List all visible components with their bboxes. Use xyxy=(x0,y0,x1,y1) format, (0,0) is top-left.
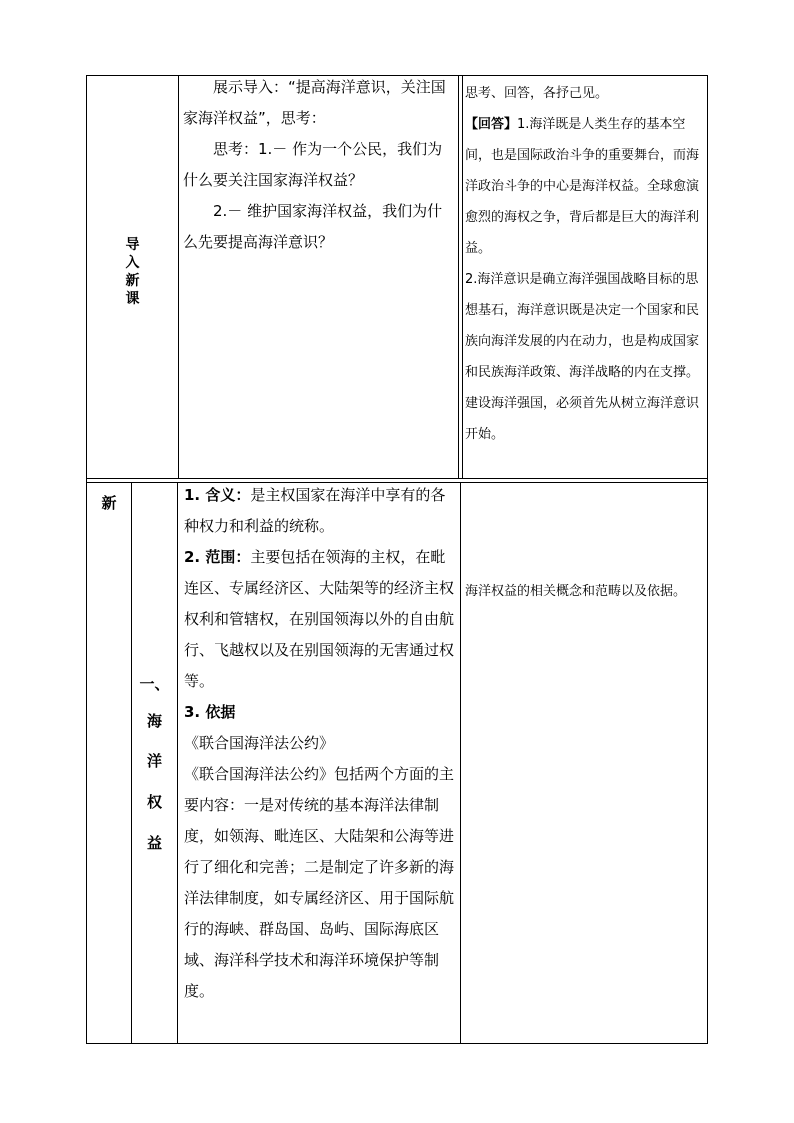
stage-label-char: 导 xyxy=(125,237,140,253)
answer-1-text: 1.海洋既是人类生存的基本空间，也是国际政治斗争的重要舞台，而海洋政治斗争的中心是海洋权益。全球愈演愈烈的海权之争，背后都是巨大的海洋利益。 xyxy=(465,117,700,256)
definition-heading: 1. 含义： xyxy=(184,486,251,504)
definition-paragraph xyxy=(184,480,456,542)
question-1: 思考：1.－ 作为一个公民，我们为什么要关注国家海洋权益？ xyxy=(183,140,443,189)
convention-title: 《联合国海洋法公约》 xyxy=(184,734,335,752)
table-border-right xyxy=(707,75,708,1044)
col-divider-label xyxy=(178,75,179,479)
basis-heading: 3. 依据 xyxy=(184,703,236,721)
definition-text: 是主权国家在海洋中享有的各种权力和利益的统称。 xyxy=(184,486,446,535)
scope-paragraph xyxy=(184,542,456,697)
section-title-char: 益 xyxy=(146,834,162,852)
section-title-char: 洋 xyxy=(146,752,162,770)
section-title-char: 海 xyxy=(146,712,162,730)
col-divider-notes-r2 xyxy=(460,482,461,1044)
table-border-bottom xyxy=(86,1043,708,1044)
design-intent-cell xyxy=(465,576,707,607)
answer-1 xyxy=(465,109,705,264)
col-divider-notes-b xyxy=(462,75,463,479)
col-divider-notes-a xyxy=(458,75,459,479)
answer-2: 2.海洋意识是确立海洋强国战略目标的思想基石，海洋意识既是决定一个国家和民族向海洋发展的内在动力，也是构成国家和民族海洋政策、海洋战略的内在支撑。建设海洋强国，必须首先从树立海洋意识开始。 xyxy=(465,272,700,442)
teacher-activity-cell xyxy=(183,72,455,258)
design-intent-text: 海洋权益的相关概念和范畴以及依据。 xyxy=(465,584,687,599)
lesson-stage-label xyxy=(87,236,178,308)
intro-prompt: 展示导入：“提高海洋意识，关注国家海洋权益”，思考： xyxy=(183,78,446,127)
row-divider-outer xyxy=(86,478,708,479)
scope-heading: 2. 范围： xyxy=(184,548,251,566)
section-number: 一、 xyxy=(139,675,170,693)
table-border-left xyxy=(86,75,87,1044)
new-lesson-label xyxy=(87,492,131,513)
student-activity-cell xyxy=(465,78,705,450)
section-title-char: 权 xyxy=(146,793,162,811)
student-action: 思考、回答，各抒己见。 xyxy=(465,86,609,101)
stage-label-char: 课 xyxy=(125,291,140,307)
question-2: 2.－ 维护国家海洋权益，我们为什么先要提高海洋意识？ xyxy=(183,202,443,251)
scope-text: 主要包括在领海的主权，在毗连区、专属经济区、大陆架等的经济主权权利和管辖权，在别国领海以外的自由航行、飞越权以及在别国领海的无害通过权等。 xyxy=(184,548,455,690)
new-lesson-char: 新 xyxy=(101,494,117,512)
section-content-cell xyxy=(184,480,456,1007)
col-divider-section-r2 xyxy=(177,482,178,1044)
answer-heading: 【回答】 xyxy=(465,117,518,132)
stage-label-char: 入 xyxy=(125,255,140,271)
stage-label-char: 新 xyxy=(125,273,140,289)
convention-description: 《联合国海洋法公约》包括两个方面的主要内容：一是对传统的基本海洋法律制度，如领海、毗连区、大陆架和公海等进行了细化和完善；二是制定了许多新的海洋法律制度，如专属经济区、用于国际航行的海峡、群岛国、岛屿、国际海底区域、海洋科学技术和海洋环境保护等制度。 xyxy=(184,765,455,1000)
